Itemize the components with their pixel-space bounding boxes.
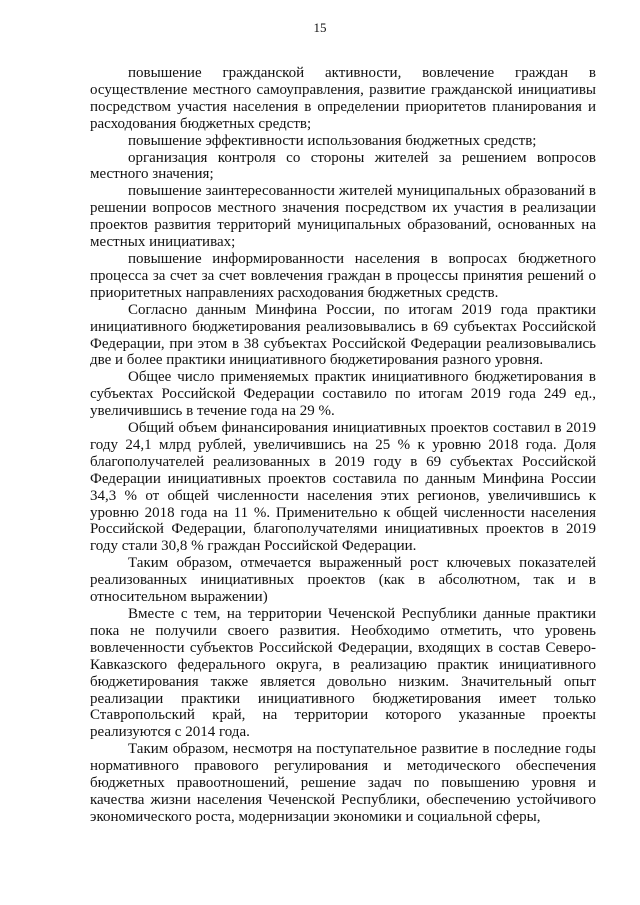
paragraph-civic-activity: повышение гражданской активности, вовлечение граждан в осуществление местного самоуправления, развитие гражданской инициативы посредством участия населения в определении приоритетов планирования и расходования бюджетных средств; (90, 65, 596, 132)
paragraph-growth-conclusion: Таким образом, отмечается выраженный рост ключевых показателей реализованных инициативных проектов (как в абсолютном, так и в относительном выражении) (90, 555, 596, 606)
paragraph-minfin-2019-practices: Согласно данным Минфина России, по итогам 2019 года практики инициативного бюджетирования реализовывались в 69 субъектах Российской Федерации, при этом в 38 субъектах Российской Федерации реализовывались две и более практики инициативного бюджетирования разного уровня. (90, 301, 596, 369)
page-number: 15 (313, 20, 327, 35)
document-body (90, 65, 596, 826)
paragraph-financing-volume: Общий объем финансирования инициативных проектов составил в 2019 году 24,1 млрд рублей, увеличившись на 25 % к уровню 2018 года. Доля благополучателей реализованных в 2019 году в 69 субъектах Российской Федерации инициативных проектов составила по данным Минфина России 34,3 % от общей численности населения этих регионов, увеличившись к уровню 2018 года на 11 %. Применительно к общей численности населения Российской Федерации, благополучателями инициативных проектов в 2019 году стали 30,8 % граждан Российской Федерации. (90, 420, 596, 555)
paragraph-budget-awareness: повышение информированности населения в вопросах бюджетного процесса за счет за счет вовлечения граждан в процессы принятия решений о приоритетных направлениях расходования бюджетных средств. (90, 250, 596, 301)
paragraph-chechen-republic: Вместе с тем, на территории Чеченской Республики данные практики пока не получили своего развития. Необходимо отметить, что уровень вовлеченности субъектов Российской Федерации, входящих в состав Северо-Кавказского федерального округа, в реализацию практик инициативного бюджетирования также является довольно низким. Значительный опыт реализации практики инициативного бюджетирования имеет только Ставропольский край, на территории которого указанные проекты реализуются с 2014 года. (90, 606, 596, 741)
paragraph-final-conclusion: Таким образом, несмотря на поступательное развитие в последние годы нормативного правового регулирования и методического обеспечения бюджетных правоотношений, решение задач по повышению уровня и качества жизни населения Чеченской Республики, обеспечению устойчивого экономического роста, модернизации экономики и социальной сферы, (90, 741, 596, 825)
paragraph-resident-control: организация контроля со стороны жителей за решением вопросов местного значения; (90, 149, 596, 183)
paragraph-practice-count: Общее число применяемых практик инициативного бюджетирования в субъектах Российской Федерации составило по итогам 2019 года 249 ед., увеличившись в течение года на 29 %. (90, 369, 596, 420)
paragraph-resident-interest: повышение заинтересованности жителей муниципальных образований в решении вопросов местного значения посредством их участия в реализации проектов развития территорий муниципальных образований, основанных на местных инициативах; (90, 183, 596, 251)
paragraph-budget-efficiency: повышение эффективности использования бюджетных средств; (128, 132, 537, 149)
